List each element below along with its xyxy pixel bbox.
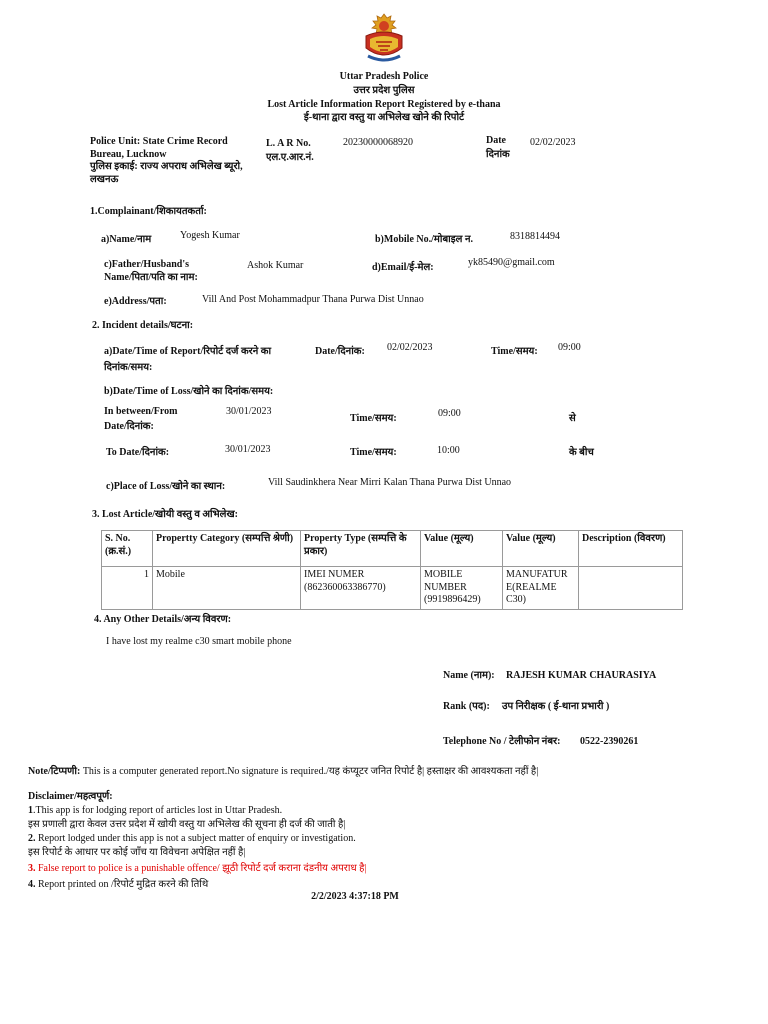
father-label-hi: Name/पिता/पति का नाम: (104, 272, 198, 283)
from-suffix: से (569, 413, 576, 424)
mobile-value: 8318814494 (510, 231, 560, 242)
report-title-en: Lost Article Information Report Registered by e-thana (267, 99, 501, 110)
col-description: Description (विवरण) (579, 531, 683, 567)
cell-value-2: MANUFATUR E(REALME C30) (503, 567, 579, 610)
cell-description (579, 567, 683, 610)
officer-name-label: Name (नाम): (443, 670, 495, 681)
other-details-text: I have lost my realme c30 smart mobile phone (106, 636, 292, 647)
report-date-value: 02/02/2023 (387, 342, 433, 353)
cell-category: Mobile (153, 567, 301, 610)
place-value: Vill Saudinkhera Near Mirri Kalan Thana Purwa Dist Unnao (268, 477, 512, 488)
name-value: Yogesh Kumar (180, 230, 240, 241)
officer-rank-value: उप निरीक्षक ( ई-थाना प्रभारी ) (502, 701, 610, 712)
mobile-label: b)Mobile No./मोबाइल न. (375, 234, 473, 245)
to-date-label: To Date/दिनांक: (106, 447, 170, 458)
to-suffix: के बीच (569, 447, 594, 458)
report-time-label: Time/समय: (491, 346, 538, 357)
from-date-value: 30/01/2023 (226, 406, 272, 417)
email-value: yk85490@gmail.com (468, 257, 555, 268)
report-datetime-label-hi: दिनांक/समय: (104, 362, 153, 373)
disclaimer-num: 3. (28, 863, 36, 874)
place-label: c)Place of Loss/खोने का स्थान: (106, 481, 226, 492)
father-value: Ashok Kumar (247, 260, 304, 271)
officer-rank-label: Rank (पद): (443, 701, 490, 712)
up-police-emblem (360, 12, 408, 64)
father-label: c)Father/Husband's (104, 259, 190, 270)
col-value-1: Value (मूल्य) (421, 531, 503, 567)
address-value: Vill And Post Mohammadpur Thana Purwa Dist Unnao (202, 294, 424, 305)
disclaimer-item-1-hi: इस प्रणाली द्वारा केवल उत्तर प्रदेश में खोयी वस्तु या अभिलेख की सूचना ही दर्ज की जाती है| (28, 819, 346, 830)
from-time-label: Time/समय: (350, 413, 397, 424)
report-title-hi: ई-थाना द्वारा वस्तु या अभिलेख खोने की रिपोर्ट (303, 112, 465, 123)
report-datetime-label: a)Date/Time of Report/रिपोर्ट दर्ज करने का (104, 346, 272, 357)
cell-sno: 1 (102, 567, 153, 610)
disclaimer-heading: Disclaimer/महत्वपूर्ण: (28, 791, 113, 802)
articles-heading: 3. Lost Article/खोयी वस्तु व अभिलेख: (92, 509, 238, 520)
date-value: 02/02/2023 (530, 137, 576, 148)
disclaimer-text-en: .This app is for lodging report of articles lost in Uttar Pradesh. (33, 805, 283, 816)
lar-label-hi: एल.ए.आर.नं. (266, 152, 314, 163)
officer-tel-value: 0522-2390261 (580, 736, 639, 747)
org-name-hi: उत्तर प्रदेश पुलिस (353, 85, 415, 96)
date-label: Date (486, 135, 506, 146)
col-category: Propertty Category (सम्पत्ति श्रेणी) (153, 531, 301, 567)
col-sno: S. No. (क्र.सं.) (102, 531, 153, 567)
address-label: e)Address/पता: (104, 296, 167, 307)
table-row (102, 567, 683, 610)
disclaimer-text-en: Report lodged under this app is not a subject matter of enquiry or investigation. (35, 833, 356, 844)
note (28, 766, 748, 779)
report-time-value: 09:00 (558, 342, 581, 353)
disclaimer-item-2 (28, 833, 748, 846)
officer-tel-label: Telephone No / टेलीफोन नंबर: (443, 736, 561, 747)
org-name-en: Uttar Pradesh Police (339, 71, 429, 82)
lar-label: L. A R No. (266, 138, 311, 149)
cell-value-1: MOBILE NUMBER (9919896429) (421, 567, 503, 610)
disclaimer-text-en: Report printed on /रिपोर्ट मुद्रित करने की तिथि (35, 879, 209, 890)
name-label: a)Name/नाम (101, 234, 152, 245)
to-date-value: 30/01/2023 (225, 444, 271, 455)
disclaimer-num: 1 (28, 805, 33, 816)
other-details-heading: 4. Any Other Details/अन्य विवरण: (94, 614, 232, 625)
note-label: Note/टिप्पणी: (28, 766, 81, 777)
date-label-hi: दिनांक (486, 149, 510, 160)
lost-articles-table (101, 530, 683, 610)
disclaimer-item-2-hi: इस रिपोर्ट के आधार पर कोई जाँच या विवेचना अपेक्षित नहीं है| (28, 847, 246, 858)
incident-heading: 2. Incident details/घटना: (92, 320, 194, 331)
printed-timestamp: 2/2/2023 4:37:18 PM (311, 891, 399, 902)
cell-type: IMEI NUMER (862360063386770) (301, 567, 421, 610)
complainant-heading: 1.Complainant/शिकायतकर्ता: (90, 206, 207, 217)
disclaimer-item-1 (28, 805, 748, 818)
note-text: This is a computer generated report.No signature is required./यह कंप्यूटर जनित रिपोर्ट है| हस्ताक्षर की आवश्यकता नहीं है| (82, 766, 539, 777)
col-type: Property Type (सम्पत्ति के प्रकार) (301, 531, 421, 567)
disclaimer-num: 4. (28, 879, 36, 890)
disclaimer-item-3 (28, 863, 748, 876)
from-time-value: 09:00 (438, 408, 461, 419)
loss-datetime-label: b)Date/Time of Loss/खोने का दिनांक/समय: (104, 386, 274, 397)
col-value-2: Value (मूल्य) (503, 531, 579, 567)
police-unit: Police Unit: State Crime Record Bureau, Lucknow (90, 136, 228, 160)
to-time-label: Time/समय: (350, 447, 397, 458)
disclaimer-num: 2. (28, 833, 36, 844)
email-label: d)Email/ई-मेल: (372, 262, 434, 273)
to-time-value: 10:00 (437, 445, 460, 456)
lar-value: 20230000068920 (343, 137, 413, 148)
disclaimer-item-4 (28, 879, 748, 892)
from-label: In between/From (104, 406, 178, 417)
from-label-hi: Date/दिनांक: (104, 421, 154, 432)
police-unit-hi: पुलिस इकाई: राज्य अपराध अभिलेख ब्यूरो, लखनऊ (90, 161, 243, 185)
report-date-label: Date/दिनांक: (315, 346, 365, 357)
disclaimer-text-en: False report to police is a punishable offence/ झूठी रिपोर्ट दर्ज कराना दंडनीय अपराध है| (35, 863, 367, 874)
officer-name-value: RAJESH KUMAR CHAURASIYA (506, 670, 657, 681)
table-header-row (102, 531, 683, 567)
